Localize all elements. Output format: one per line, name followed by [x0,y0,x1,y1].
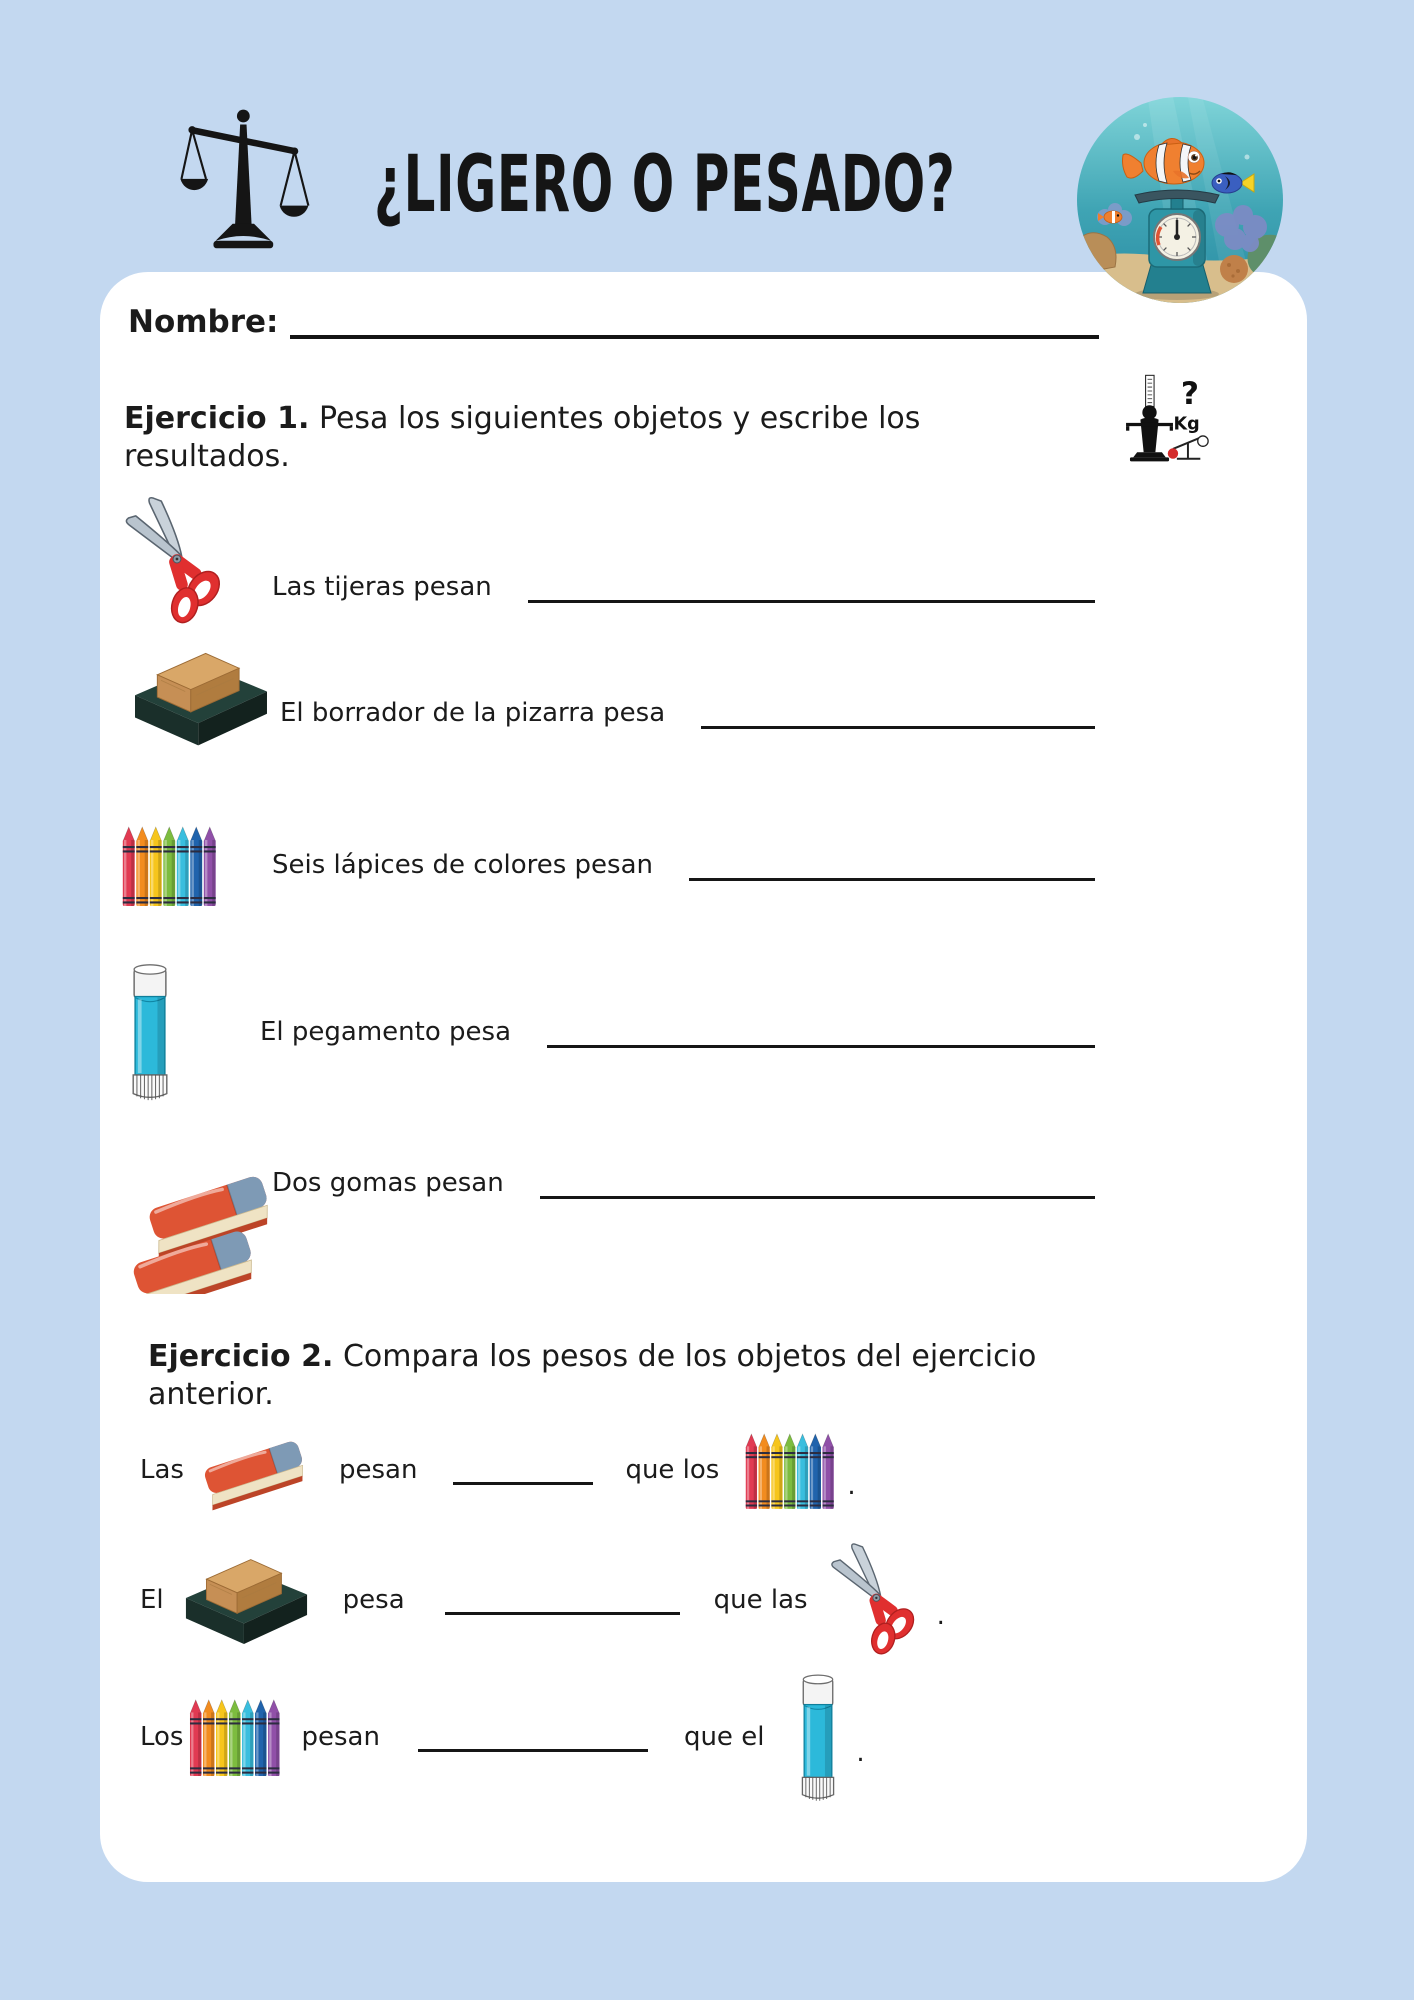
name-field-row [128,300,1099,344]
item-row-borrador [122,648,1095,778]
verb-label: pesa [342,1585,405,1615]
exercise2-heading [148,1338,1077,1413]
crayons-icon [122,824,272,907]
chalkboard-eraser-icon [174,1545,319,1656]
item-label: Dos gomas pesan [272,1168,504,1198]
article-label: Las [140,1455,184,1485]
exercise1-heading [124,400,1077,475]
answer-line[interactable] [689,878,1095,881]
article-label: Los [140,1722,184,1752]
balance-scale-icon [172,100,320,260]
name-label: Nombre: [128,304,279,340]
exercise1-instructions: Pesa los siguientes objetos y escribe los resultados. [124,401,921,474]
item-row-lapices [122,810,1095,920]
item-row-gomas [122,1122,1095,1244]
item-label: Las tijeras pesan [272,572,492,602]
answer-line[interactable] [453,1482,593,1485]
erasers-icon [122,1072,272,1294]
item-label: Seis lápices de colores pesan [272,850,653,880]
answer-line[interactable] [528,600,1095,603]
item-label: El pegamento pesa [260,1017,511,1047]
exercise2-instructions: Compara los pesos de los objetos del ejercicio anterior. [148,1339,1037,1412]
kg-label: Kg [1173,414,1200,435]
connector-label: que el [683,1722,765,1752]
article-label: El [140,1585,164,1615]
answer-line[interactable] [418,1749,648,1752]
compare-row-borrador-tijeras [140,1537,945,1663]
crayons-icon [745,1431,835,1510]
glue-stick-icon [792,1668,844,1807]
clownfish-scale-photo [1077,97,1283,303]
answer-line[interactable] [445,1612,680,1615]
verb-label: pesan [338,1455,418,1485]
compare-row-gomas-lapices [140,1417,856,1523]
compare-row-lapices-pegamento [140,1657,865,1817]
verb-label: pesan [301,1722,380,1752]
period-label: . [856,1738,865,1768]
name-answer-line[interactable] [290,335,1099,339]
chalkboard-eraser-icon [122,637,280,789]
connector-label: que los [625,1455,720,1485]
connector-label: que las [713,1585,808,1615]
period-label: . [936,1601,945,1631]
answer-line[interactable] [547,1045,1095,1048]
period-label: . [847,1471,856,1501]
crayons-icon [189,1697,281,1777]
weigh-question-icon [1100,356,1214,480]
exercise1-number: Ejercicio 1. [124,401,310,436]
answer-line[interactable] [701,726,1095,729]
page-title: ¿LIGERO O PESADO? [374,140,956,230]
eraser-icon [192,1429,317,1512]
scissors-icon [828,1540,923,1661]
exercise2-number: Ejercicio 2. [148,1339,334,1374]
item-label: El borrador de la pizarra pesa [280,698,666,728]
question-mark-label: ? [1180,375,1199,412]
worksheet-card [100,272,1307,1882]
answer-line[interactable] [540,1196,1095,1199]
